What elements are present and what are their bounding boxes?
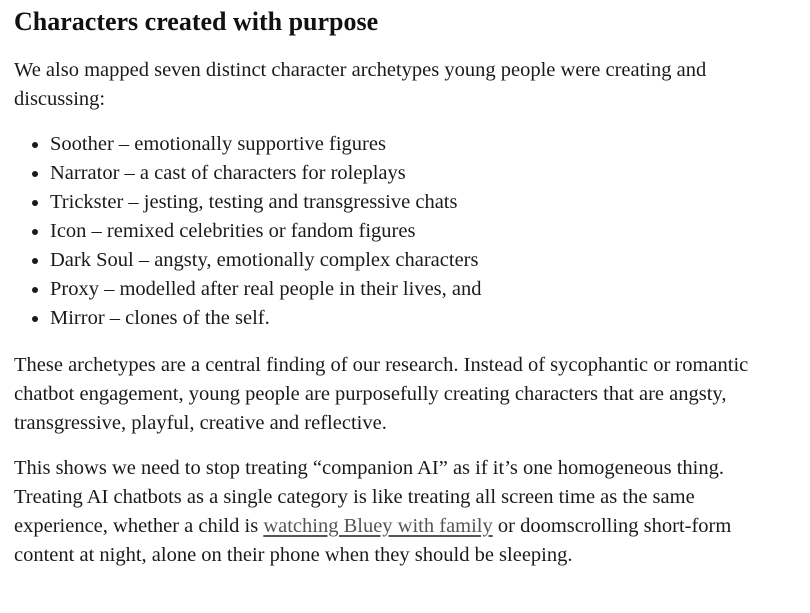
- conclusion-text-start: This shows we need to stop treating “companion AI” as if it’s one homogeneous thing. Treating AI chatbots as a single category is like treating all screen time as the same experience, whether a child is: [14, 457, 724, 537]
- list-item: • Mirror – clones of the self.: [50, 304, 786, 333]
- section-heading: Characters created with purpose: [14, 7, 379, 36]
- archetype-list: [14, 130, 786, 333]
- conclusion-paragraph: [14, 454, 786, 570]
- bluey-link[interactable]: watching Bluey with family: [263, 515, 493, 537]
- list-item: • Icon – remixed celebrities or fandom figures: [50, 217, 786, 246]
- list-item: • Narrator – a cast of characters for roleplays: [50, 159, 786, 188]
- list-item: • Soother – emotionally supportive figures: [50, 130, 786, 159]
- findings-paragraph: These archetypes are a central finding of our research. Instead of sycophantic or romantic chatbot engagement, young people are purposefully creating characters that are angsty, transgressive, playful, creative and reflective.: [14, 354, 749, 434]
- conclusion-text-end: or doomscrolling short-form content at night, alone on their phone when they should be sleeping.: [14, 515, 732, 566]
- list-item: • Proxy – modelled after real people in their lives, and: [50, 275, 786, 304]
- list-item: • Trickster – jesting, testing and transgressive chats: [50, 188, 786, 217]
- intro-paragraph: We also mapped seven distinct character archetypes young people were creating and discussing:: [14, 59, 707, 110]
- list-item: • Dark Soul – angsty, emotionally complex characters: [50, 246, 786, 275]
